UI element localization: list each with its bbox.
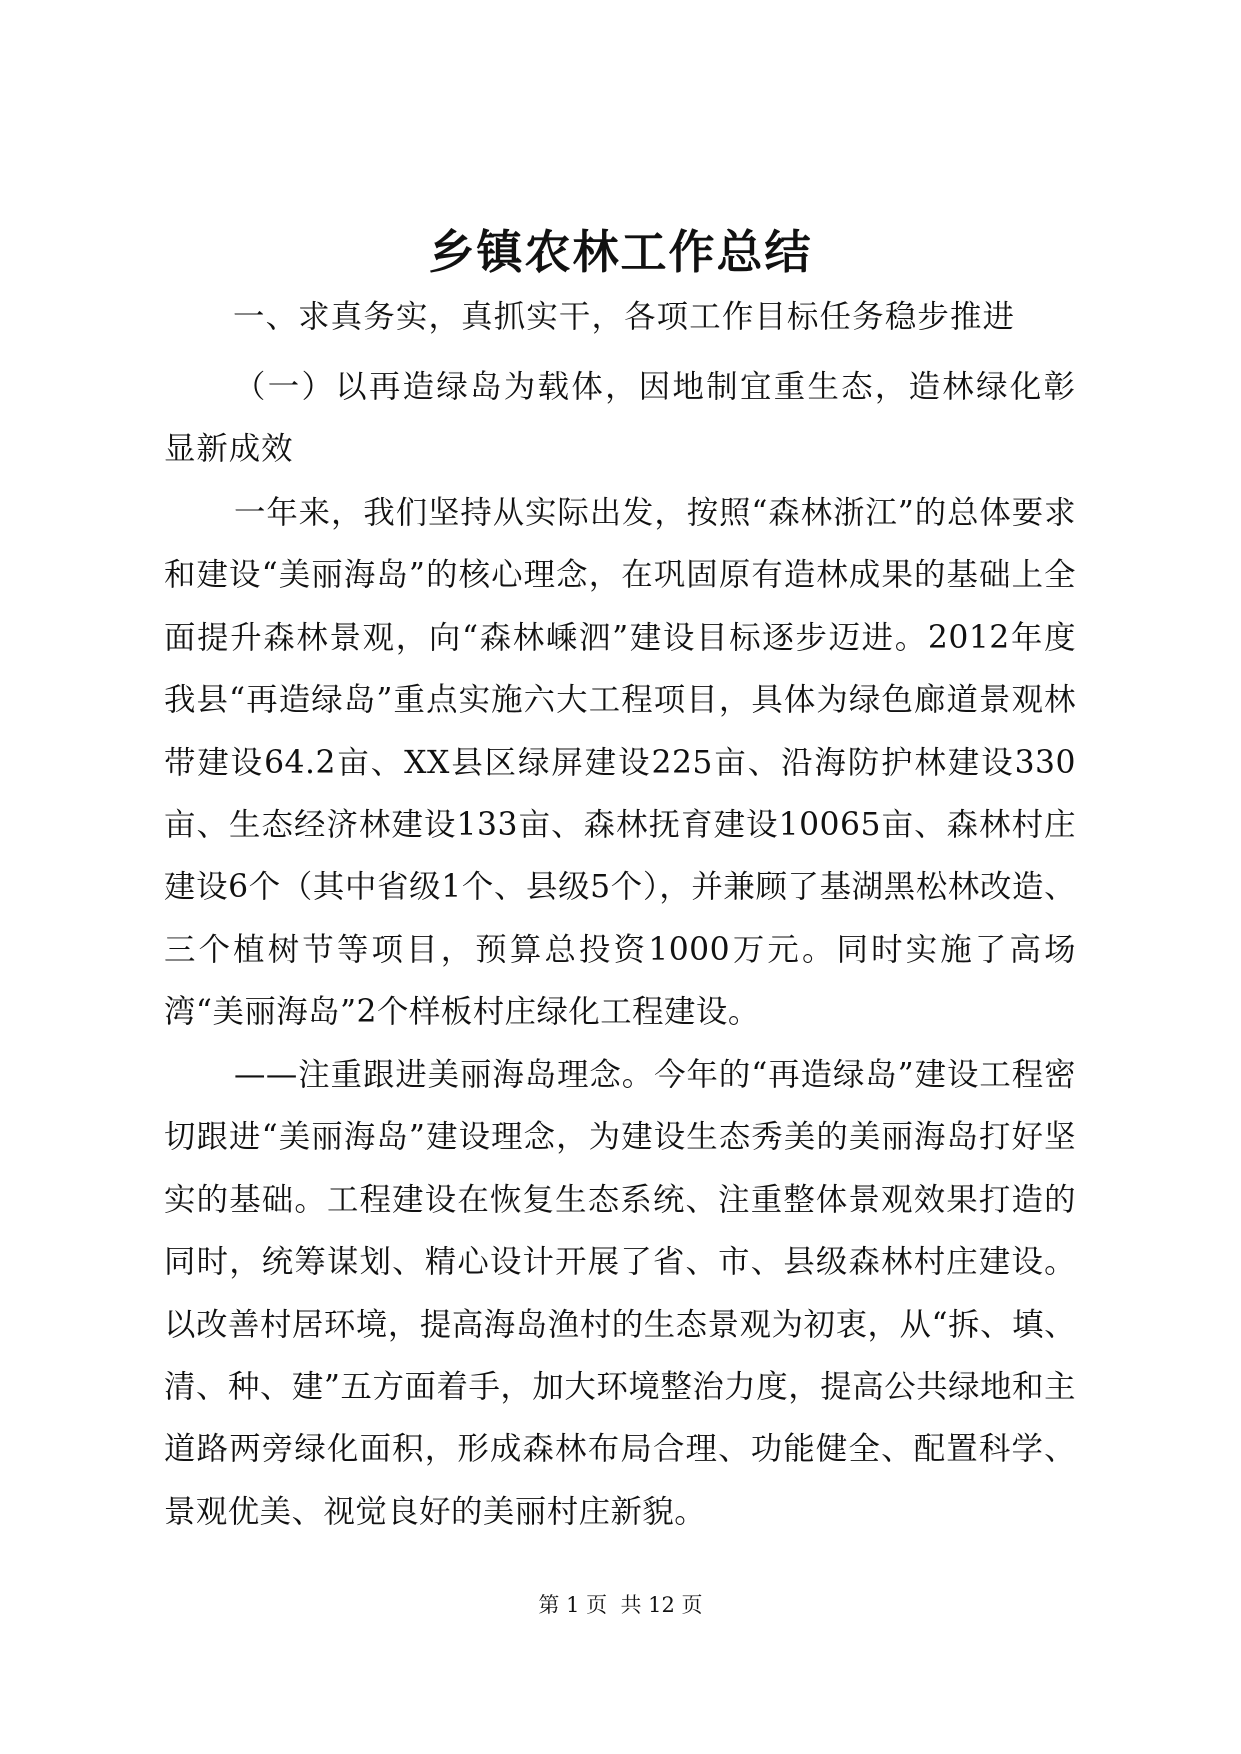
document-title: 乡镇农林工作总结 (428, 225, 813, 279)
section-heading: 一、求真务实，真抓实干，各项工作目标任务稳步推进 (233, 299, 1016, 335)
body-paragraph-1: 一年来，我们坚持从实际出发，按照“森林浙江”的总体要求和建设“美丽海岛”的核心理念，在巩固原有造林成果的基础上全面提升森林景观，向“森林嵊泗”建设目标逐步迈进。2012年度我县“再造绿岛”重点实施六大工程项目，具体为绿色廊道景观林带建设64.2亩、XX县区绿屏建设225亩、沿海防护林建设330亩、生态经济林建设133亩、森林抚育建设10065亩、森林村庄建设6个（其中省级1个、县级5个），并兼顾了基湖黑松林改造、三个植树节等项目，预算总投资1000万元。同时实施了高场湾“美丽海岛”2个样板村庄绿化工程建设。 (164, 495, 1076, 1031)
subsection-heading: （一）以再造绿岛为载体，因地制宜重生态，造林绿化彰显新成效 (164, 369, 1076, 468)
page-footer: 第 1 页 共 12 页 (538, 1593, 703, 1617)
body-paragraph-2: ——注重跟进美丽海岛理念。今年的“再造绿岛”建设工程密切跟进“美丽海岛”建设理念，为建设生态秀美的美丽海岛打好坚实的基础。工程建设在恢复生态系统、注重整体景观效果打造的同时，统筹谋划、精心设计开展了省、市、县级森林村庄建设。以改善村居环境，提高海岛渔村的生态景观为初衷，从“拆、填、清、种、建”五方面着手，加大环境整治力度，提高公共绿地和主道路两旁绿化面积，形成森林布局合理、功能健全、配置科学、景观优美、视觉良好的美丽村庄新貌。 (164, 1057, 1076, 1530)
